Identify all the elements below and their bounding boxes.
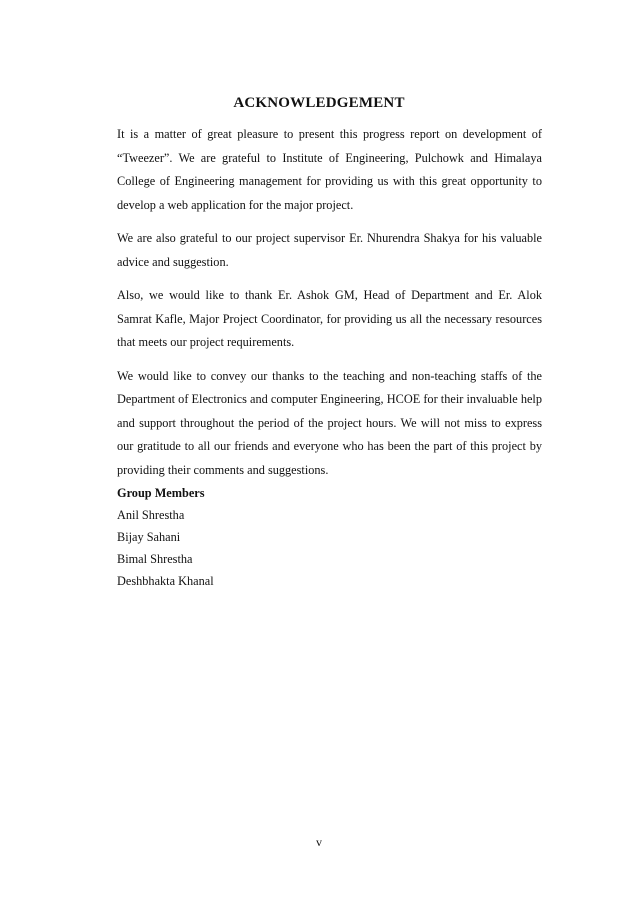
paragraph-thanks: We would like to convey our thanks to the teaching and non-teaching staffs of the Department of Electronics and computer Engineering, HCOE for their invaluable help and support throughout the period of the project hours. We will not miss to express our gratitude to all our friends and everyone who has been the part of this project by providing their comments and suggestions. — [117, 368, 542, 477]
group-members-heading: Group Members — [117, 486, 205, 500]
paragraph-intro: It is a matter of great pleasure to present this progress report on development of “Tweezer”. We are grateful to Institute of Engineering, Pulchowk and Himalaya College of Engineering management for providing us with this great opportunity to develop a web application for the major project. — [117, 127, 542, 212]
acknowledgement-body — [117, 123, 542, 592]
page-title: ACKNOWLEDGEMENT — [233, 95, 405, 111]
page-number: v — [316, 835, 322, 849]
group-members-list — [117, 504, 542, 592]
group-member: Bimal Shrestha — [117, 552, 193, 566]
paragraph-department: Also, we would like to thank Er. Ashok GM, Head of Department and Er. Alok Samrat Kafle, Major Project Coordinator, for providing us all the necessary resources that meets our project requirements. — [117, 288, 542, 349]
group-member: Anil Shrestha — [117, 508, 185, 522]
group-member: Deshbhakta Khanal — [117, 574, 214, 588]
paragraph-supervisor: We are also grateful to our project supervisor Er. Nhurendra Shakya for his valuable advice and suggestion. — [117, 231, 542, 269]
group-member: Bijay Sahani — [117, 530, 181, 544]
